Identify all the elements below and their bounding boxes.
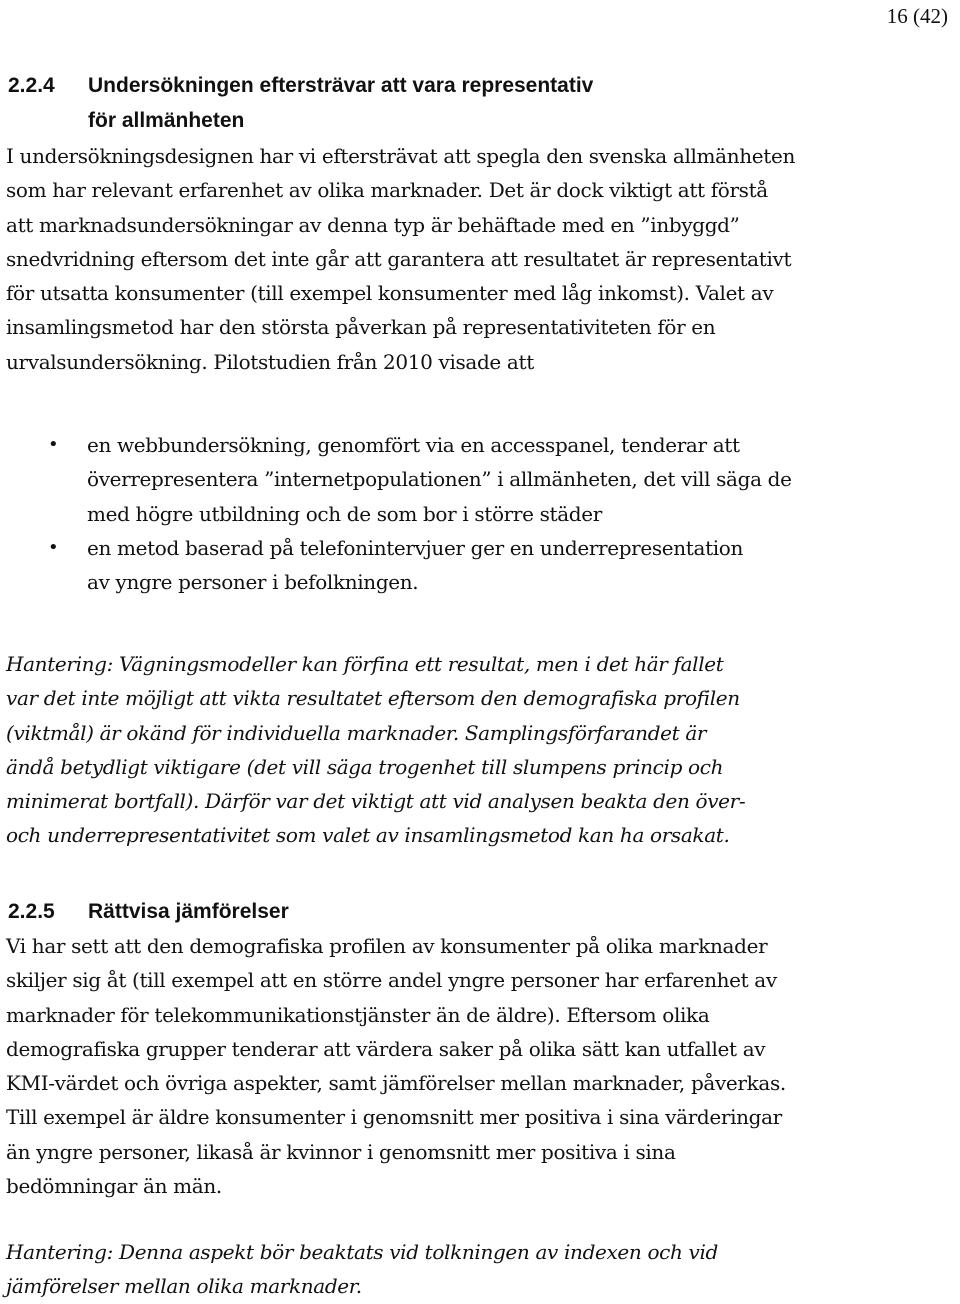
bullet-line: överrepresentera ”internetpopulationen” i allmänheten, det vill säga de (87, 467, 792, 492)
section-224-handling (6, 647, 956, 853)
bullet-line: med högre utbildning och de som bor i större städer (87, 501, 602, 526)
section-225-heading (8, 894, 289, 929)
handling-line: jämförelser mellan olika marknader. (6, 1274, 362, 1299)
handling-line: var det inte möjligt att vikta resultatet eftersom den demografiska profilen (6, 686, 740, 711)
handling-line: Hantering: Vägningsmodeller kan förfina ett resultat, men i det här fallet (6, 652, 724, 676)
bullet-list (0, 428, 960, 599)
section-224-body (6, 139, 956, 379)
handling-line: ändå betydligt viktigare (det vill säga trogenhet till slumpens princip och (6, 754, 724, 779)
section-225-number: 2.2.5 (8, 900, 55, 923)
body-line: än yngre personer, likaså är kvinnor i genomsnitt mer positiva i sina (6, 1139, 676, 1164)
body-line: Till exempel är äldre konsumenter i genomsnitt mer positiva i sina värderingar (6, 1105, 782, 1130)
body-line: Vi har sett att den demografiska profilen av konsumenter på olika marknader (6, 934, 768, 958)
body-line: att marknadsundersökningar av denna typ är behäftade med en ”inbyggd” (6, 212, 740, 237)
body-line: som har relevant erfarenhet av olika marknader. Det är dock viktigt att förstå (6, 178, 768, 203)
body-line: insamlingsmetod har den största påverkan på representativiteten för en (6, 315, 716, 340)
section-224-title-line-1: Undersökningen eftersträvar att vara representativ (88, 74, 594, 97)
handling-line: (viktmål) är okänd för individuella marknader. Samplingsförfarandet är (6, 720, 707, 745)
section-224-title-line-2: för allmänheten (88, 109, 245, 132)
body-line: urvalsundersökning. Pilotstudien från 2010 visade att (6, 349, 534, 374)
handling-line: minimerat bortfall). Därför var det viktigt att vid analysen beakta den över- (6, 789, 746, 814)
bullet-line: en metod baserad på telefonintervjuer ger en underrepresentation (87, 535, 744, 560)
section-225-handling (6, 1235, 956, 1304)
section-225-title: Rättvisa jämförelser (88, 900, 289, 923)
body-line: I undersökningsdesignen har vi eftersträvat att spegla den svenska allmänheten (6, 144, 795, 168)
list-item (0, 531, 960, 600)
body-line: bedömningar än män. (6, 1174, 222, 1199)
list-item (0, 428, 960, 531)
body-line: marknader för telekommunikationstjänster än de äldre). Eftersom olika (6, 1002, 710, 1027)
handling-line: Hantering: Denna aspekt bör beaktats vid tolkningen av indexen och vid (6, 1240, 718, 1264)
body-line: snedvridning eftersom det inte går att garantera att resultatet är representativt (6, 246, 792, 271)
section-224-heading (8, 68, 593, 138)
bullet-line: av yngre personer i befolkningen. (87, 570, 419, 595)
page-number: 16 (42) (886, 4, 948, 28)
body-line: demografiska grupper tenderar att värdera saker på olika sätt kan utfallet av (6, 1036, 766, 1061)
body-line: för utsatta konsumenter (till exempel konsumenter med låg inkomst). Valet av (6, 281, 774, 306)
bullet-icon: • (48, 536, 59, 558)
bullet-icon: • (48, 434, 59, 455)
section-225-body (6, 929, 956, 1203)
body-line: skiljer sig åt (till exempel att en större andel yngre personer har erfarenhet av (6, 968, 777, 993)
body-line: KMI-värdet och övriga aspekter, samt jämförelser mellan marknader, påverkas. (6, 1071, 786, 1096)
section-224-number: 2.2.4 (8, 74, 55, 97)
bullet-line: en webbundersökning, genomfört via en accesspanel, tenderar att (87, 433, 740, 457)
handling-line: och underrepresentativitet som valet av insamlingsmetod kan ha orsakat. (6, 823, 730, 848)
